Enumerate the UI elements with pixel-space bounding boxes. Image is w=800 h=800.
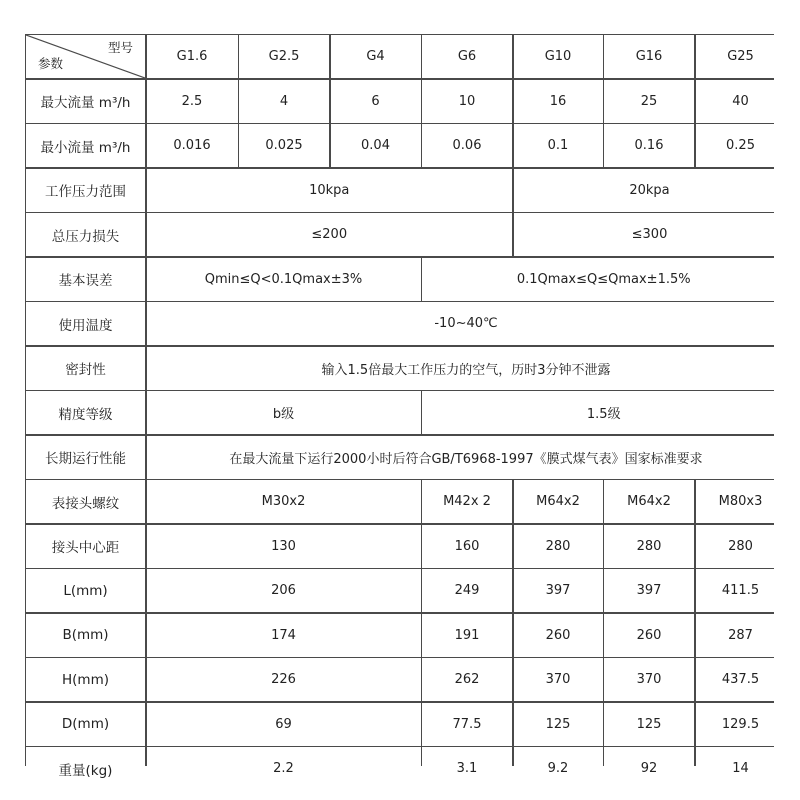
center-distance-value: 280 <box>696 525 786 568</box>
basic-error-value: 0.1Qmax≤Q≤Qmax±1.5% <box>422 258 786 301</box>
pressure-loss-value: ≤300 <box>514 213 786 256</box>
l-dimension-label: L(mm) <box>26 569 145 612</box>
corner-header-cell <box>26 35 145 78</box>
corner-model-label: 型号 <box>107 40 133 55</box>
min-flow-value: 0.16 <box>604 124 694 167</box>
center-distance-value: 280 <box>604 525 694 568</box>
center-distance-value: 130 <box>147 525 421 568</box>
model-header-g2-5: G2.5 <box>239 35 329 78</box>
min-flow-value: 0.06 <box>422 124 512 167</box>
min-flow-value: 0.04 <box>331 124 421 167</box>
d-dimension-value: 69 <box>147 703 421 746</box>
basic-error-value: Qmin≤Q<0.1Qmax±3% <box>147 258 421 301</box>
basic-error-label: 基本误差 <box>26 258 145 301</box>
accuracy-label: 精度等级 <box>26 391 145 434</box>
center-distance-label: 接头中心距 <box>26 525 145 568</box>
d-dimension-value: 77.5 <box>422 703 512 746</box>
sealing-label: 密封性 <box>26 347 145 390</box>
center-distance-value: 280 <box>514 525 603 568</box>
d-dimension-label: D(mm) <box>26 703 145 746</box>
max-flow-label: 最大流量 m³/h <box>26 80 145 123</box>
long-term-value: 在最大流量下运行2000小时后符合GB/T6968-1997《膜式煤气表》国家标准要求 <box>147 436 786 479</box>
b-dimension-label: B(mm) <box>26 614 145 657</box>
max-flow-value: 2.5 <box>147 80 238 123</box>
min-flow-value: 0.016 <box>147 124 238 167</box>
thread-value: M64x2 <box>604 480 694 523</box>
h-dimension-label: H(mm) <box>26 658 145 701</box>
b-dimension-value: 260 <box>604 614 694 657</box>
pressure-range-value: 20kpa <box>514 169 786 212</box>
min-flow-value: 0.25 <box>696 124 786 167</box>
min-flow-value: 0.1 <box>514 124 603 167</box>
h-dimension-value: 437.5 <box>696 658 786 701</box>
b-dimension-value: 260 <box>514 614 603 657</box>
center-distance-value: 160 <box>422 525 512 568</box>
d-dimension-value: 125 <box>514 703 603 746</box>
l-dimension-value: 411.5 <box>696 569 786 612</box>
pressure-range-label: 工作压力范围 <box>26 169 145 212</box>
thread-value: M30x2 <box>147 480 421 523</box>
h-dimension-value: 262 <box>422 658 512 701</box>
model-header-g10: G10 <box>514 35 603 78</box>
d-dimension-value: 125 <box>604 703 694 746</box>
sealing-value: 输入1.5倍最大工作压力的空气，历时3分钟不泄露 <box>147 347 786 390</box>
spec-table <box>25 34 774 779</box>
l-dimension-value: 397 <box>604 569 694 612</box>
h-dimension-value: 226 <box>147 658 421 701</box>
weight-value: 3.1 <box>422 747 512 790</box>
l-dimension-value: 206 <box>147 569 421 612</box>
pressure-loss-label: 总压力损失 <box>26 213 145 256</box>
thread-value: M80x3 <box>696 480 786 523</box>
model-header-g6: G6 <box>422 35 512 78</box>
pressure-range-value: 10kpa <box>147 169 513 212</box>
max-flow-value: 25 <box>604 80 694 123</box>
max-flow-value: 4 <box>239 80 329 123</box>
model-header-g4: G4 <box>331 35 421 78</box>
max-flow-value: 10 <box>422 80 512 123</box>
weight-value: 14 <box>696 747 786 790</box>
thread-label: 表接头螺纹 <box>26 480 145 523</box>
weight-value: 9.2 <box>514 747 603 790</box>
max-flow-value: 6 <box>331 80 421 123</box>
h-dimension-value: 370 <box>514 658 603 701</box>
max-flow-value: 40 <box>696 80 786 123</box>
corner-param-label: 参数 <box>38 56 64 71</box>
h-dimension-value: 370 <box>604 658 694 701</box>
temperature-label: 使用温度 <box>26 302 145 345</box>
thread-value: M64x2 <box>514 480 603 523</box>
b-dimension-value: 191 <box>422 614 512 657</box>
long-term-label: 长期运行性能 <box>26 436 145 479</box>
model-header-g1-6: G1.6 <box>147 35 238 78</box>
d-dimension-value: 129.5 <box>696 703 786 746</box>
pressure-loss-value: ≤200 <box>147 213 513 256</box>
weight-label: 重量(kg) <box>26 747 145 790</box>
l-dimension-value: 249 <box>422 569 512 612</box>
min-flow-label: 最小流量 m³/h <box>26 124 145 167</box>
l-dimension-value: 397 <box>514 569 603 612</box>
accuracy-value: b级 <box>147 391 421 434</box>
weight-value: 92 <box>604 747 694 790</box>
model-header-g16: G16 <box>604 35 694 78</box>
weight-value: 2.2 <box>147 747 421 790</box>
model-header-g25: G25 <box>696 35 786 78</box>
temperature-value: -10~40℃ <box>147 302 786 345</box>
b-dimension-value: 287 <box>696 614 786 657</box>
thread-value: M42x 2 <box>422 480 512 523</box>
min-flow-value: 0.025 <box>239 124 329 167</box>
accuracy-value: 1.5级 <box>422 391 786 434</box>
max-flow-value: 16 <box>514 80 603 123</box>
b-dimension-value: 174 <box>147 614 421 657</box>
